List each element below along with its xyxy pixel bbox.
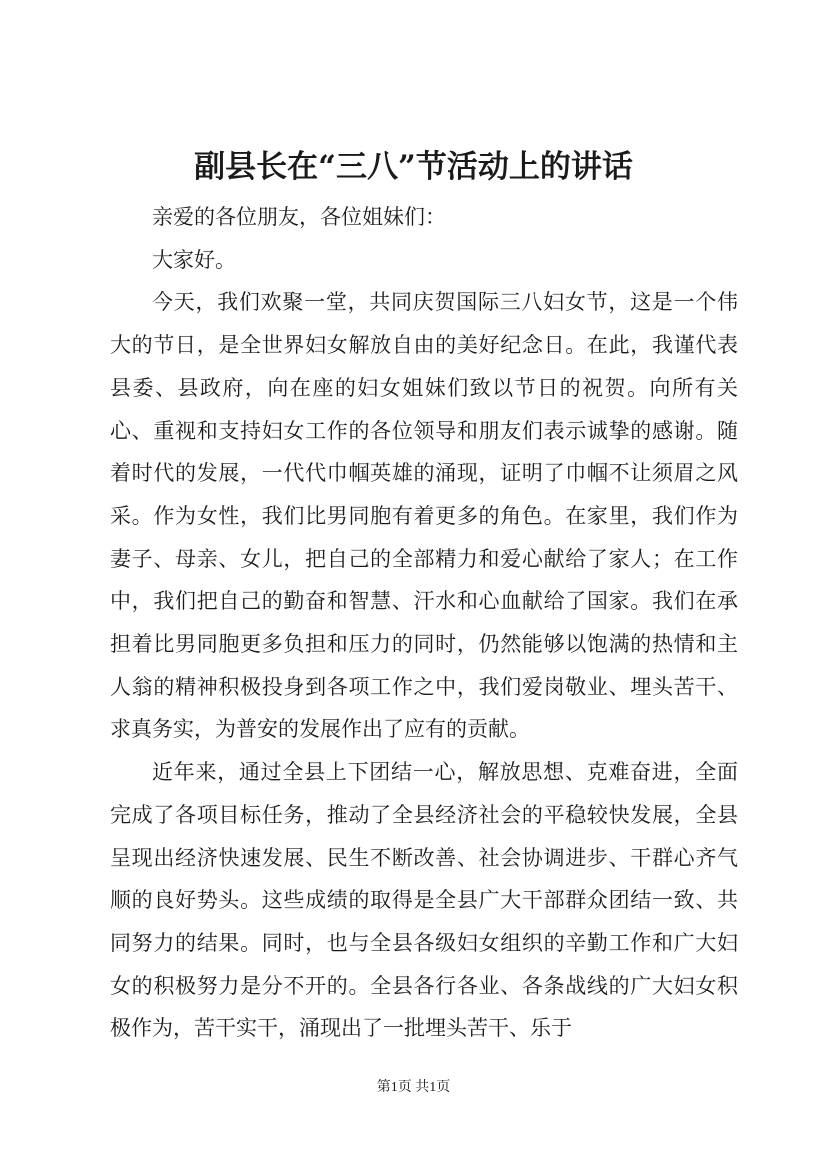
body-paragraph: 今天，我们欢聚一堂，共同庆贺国际三八妇女节，这是一个伟大的节日，是全世界妇女解放自由的美好纪念日。在此，我谨代表县委、县政府，向在座的妇女姐妹们致以节日的祝贺。向所有关心、重视和支持妇女工作的各位领导和朋友们表示诚挚的感谢。随着时代的发展，一代代巾帼英雄的涌现，证明了巾帼不让须眉之风采。作为女性，我们比男同胞有着更多的角色。在家里，我们作为妻子、母亲、女儿，把自己的全部精力和爱心献给了家人；在工作中，我们把自己的勤奋和智慧、汗水和心血献给了国家。我们在承担着比男同胞更多负担和压力的同时，仍然能够以饱满的热情和主人翁的精神积极投身到各项工作之中，我们爱岗敬业、埋头苦干、求真务实，为普安的发展作出了应有的贡献。 [110,290,738,742]
page-footer: 第1页 共1页 [376,1080,451,1095]
greeting-paragraph: 大家好。 [152,247,236,272]
document-title: 副县长在“三八”节活动上的讲话 [194,149,633,185]
body-paragraph: 近年来，通过全县上下团结一心，解放思想、克难奋进，全面完成了各项目标任务，推动了全县经济社会的平稳较快发展，全县呈现出经济快速发展、民生不断改善、社会协调进步、干群心齐气顺的良好势头。这些成绩的取得是全县广大干部群众团结一致、共同努力的结果。同时，也与全县各级妇女组织的辛勤工作和广大妇女的积极努力是分不开的。全县各行各业、各条战线的广大妇女积极作为，苦干实干，涌现出了一批埋头苦干、乐于 [110,760,738,1041]
salutation-paragraph: 亲爱的各位朋友，各位姐妹们： [152,205,446,229]
document-body [110,196,738,1050]
